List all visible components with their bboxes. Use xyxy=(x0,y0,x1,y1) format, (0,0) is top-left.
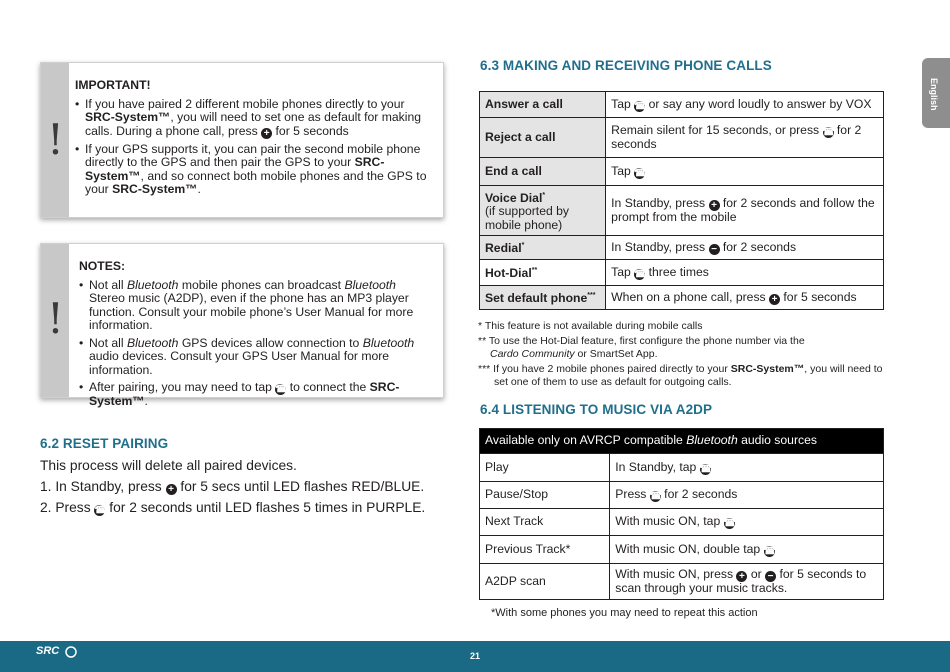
table-row xyxy=(480,564,884,600)
exclamation-icon: ! xyxy=(47,294,64,343)
table-header-row xyxy=(480,429,884,454)
table-row xyxy=(480,186,884,236)
plus-icon: + xyxy=(261,128,272,139)
action-description: In Standby, press − for 2 seconds xyxy=(606,236,884,260)
plus-icon: + xyxy=(769,294,780,305)
phone-icon: ☎ xyxy=(649,491,663,502)
music-footnote: *With some phones you may need to repeat this action xyxy=(491,607,758,619)
action-label: Redial* xyxy=(480,236,606,260)
footnote-2: ** To use the Hot-Dial feature, first configure the phone number via the Cardo Community or SmartSet App. xyxy=(478,335,805,360)
phone-icon: ☎ xyxy=(822,126,835,138)
reset-pairing-heading: 6.2 RESET PAIRING xyxy=(40,436,169,451)
minus-icon: − xyxy=(709,244,720,255)
phone-icon: ☎ xyxy=(723,518,737,529)
notes-item-3: • After pairing, you may need to tap ☎ to connect the SRC-System™. xyxy=(79,381,435,409)
table-row xyxy=(480,236,884,260)
notes-item-2: • Not all Bluetooth GPS devices allow connection to Bluetooth audio devices. Consult your GPS User Manual for more information. xyxy=(79,337,435,378)
table-row xyxy=(480,482,884,509)
footnote-1: * This feature is not available during mobile calls xyxy=(478,320,703,332)
music-action-label: Next Track xyxy=(480,509,610,536)
phone-icon: ☎ xyxy=(94,505,107,516)
action-description: Tap ☎ or say any word loudly to answer by VOX xyxy=(606,92,884,118)
action-description: Remain silent for 15 seconds, or press ☎ for 2 seconds xyxy=(606,118,884,158)
phone-icon: ☎ xyxy=(763,545,777,557)
phone-icon: ☎ xyxy=(699,463,713,475)
important-box xyxy=(40,62,444,218)
important-item-2: • If your GPS supports it, you can pair the second mobile phone directly to the GPS and then pair the GPS to your SRC-System™, and so connect both mobile phones and the GPS to your SRC-System™. xyxy=(75,143,435,197)
music-action-label: Pause/Stop xyxy=(480,482,610,509)
language-tab-label: English xyxy=(929,78,939,111)
music-action-description: With music ON, tap ☎ xyxy=(610,509,884,536)
notes-item-1: • Not all Bluetooth mobile phones can broadcast Bluetooth Stereo music (A2DP), even if the phone has an MP3 player function. Consult your mobile phone’s User Manual for more information. xyxy=(79,279,435,333)
action-label: Set default phone*** xyxy=(480,286,606,310)
notes-title: NOTES: xyxy=(79,259,126,273)
reset-line-2: 1. In Standby, press + for 5 secs until LED flashes RED/BLUE. xyxy=(40,479,425,495)
phone-calls-table xyxy=(479,91,884,310)
action-label: End a call xyxy=(480,158,606,186)
table-row xyxy=(480,509,884,536)
music-action-description: With music ON, double tap ☎ xyxy=(610,536,884,564)
reset-line-1: This process will delete all paired devices. xyxy=(40,458,297,473)
reset-pairing-body xyxy=(40,455,425,518)
music-action-label: Play xyxy=(480,454,610,482)
calls-footnotes xyxy=(478,320,888,389)
language-tab[interactable] xyxy=(922,58,950,128)
music-table xyxy=(479,428,884,600)
plus-icon: + xyxy=(166,484,177,495)
music-heading: 6.4 LISTENING TO MUSIC VIA A2DP xyxy=(480,402,713,417)
phone-icon: ☎ xyxy=(634,268,647,280)
phone-calls-heading: 6.3 MAKING AND RECEIVING PHONE CALLS xyxy=(480,58,772,73)
music-action-description: With music ON, press + or − for 5 seconds to scan through your music tracks. xyxy=(610,564,884,600)
action-description: Tap ☎ xyxy=(606,158,884,186)
action-description: In Standby, press + for 2 seconds and follow the prompt from the mobile xyxy=(606,186,884,236)
music-action-description: Press ☎ for 2 seconds xyxy=(610,482,884,509)
action-label: Reject a call xyxy=(480,118,606,158)
table-row xyxy=(480,158,884,186)
table-row xyxy=(480,118,884,158)
table-row xyxy=(480,92,884,118)
important-title: IMPORTANT! xyxy=(75,78,151,92)
table-row xyxy=(480,536,884,564)
music-action-label: Previous Track* xyxy=(480,536,610,564)
action-label: Answer a call xyxy=(480,92,606,118)
important-item-1: • If you have paired 2 different mobile phones directly to your SRC-System™, you will need to set one as default for making calls. During a phone call, press + for 5 seconds xyxy=(75,98,435,139)
page-number: 21 xyxy=(469,651,480,661)
action-label: Voice Dial* (if supported by mobile phone) xyxy=(480,186,606,236)
plus-icon: + xyxy=(709,200,720,211)
notes-box xyxy=(40,243,444,408)
phone-icon: ☎ xyxy=(634,100,647,112)
exclamation-icon: ! xyxy=(47,115,64,164)
action-description: Tap ☎ three times xyxy=(606,260,884,286)
music-action-description: In Standby, tap ☎ xyxy=(610,454,884,482)
src-logo: SRC xyxy=(36,645,80,667)
plus-icon: + xyxy=(736,571,747,582)
table-row xyxy=(480,286,884,310)
minus-icon: − xyxy=(765,571,776,582)
action-description: When on a phone call, press + for 5 seconds xyxy=(606,286,884,310)
music-table-header: Available only on AVRCP compatible Bluetooth audio sources xyxy=(480,429,884,454)
table-row xyxy=(480,454,884,482)
phone-icon: ☎ xyxy=(275,384,288,395)
music-action-label: A2DP scan xyxy=(480,564,610,600)
page-footer xyxy=(0,641,950,672)
action-label: Hot-Dial** xyxy=(480,260,606,286)
phone-icon: ☎ xyxy=(634,167,647,179)
reset-line-3: 2. Press ☎ for 2 seconds until LED flashes 5 times in PURPLE. xyxy=(40,500,426,516)
table-row xyxy=(480,260,884,286)
footnote-3: *** If you have 2 mobile phones paired directly to your SRC-System™, you will need to set one of them to use as default for outgoing calls. xyxy=(478,363,883,388)
